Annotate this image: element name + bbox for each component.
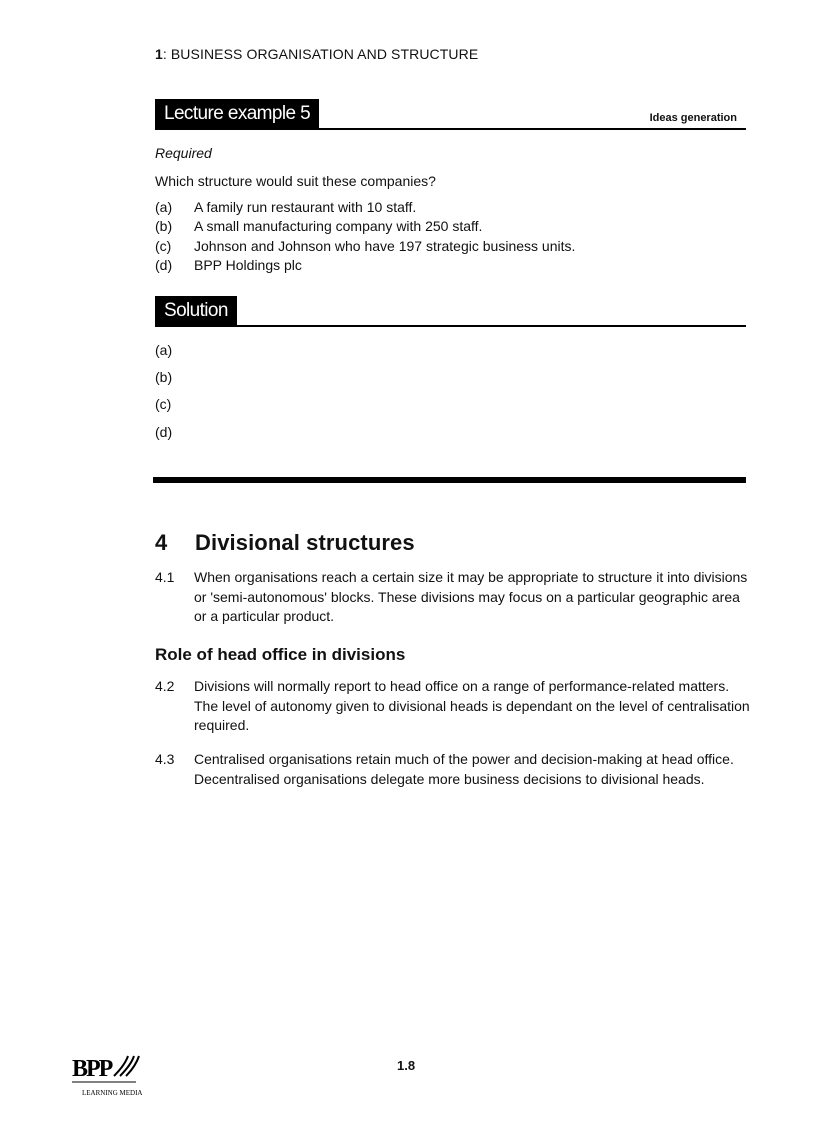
lecture-question: Which structure would suit these companies? [155, 173, 436, 189]
list-item-label: (b) [155, 218, 173, 234]
list-item-text: A small manufacturing company with 250 staff. [194, 218, 483, 234]
solution-item: (b) [155, 369, 173, 385]
paragraph [155, 750, 755, 790]
list-item-text: BPP Holdings plc [194, 257, 302, 273]
solution-item: (c) [155, 396, 172, 412]
paragraph-number: 4.3 [155, 751, 175, 767]
lecture-tag: Ideas generation [649, 112, 737, 124]
lecture-example-title: Lecture example 5 [155, 99, 319, 129]
paragraph-text: Centralised organisations retain much of the power and decision-making at head office. Decentralised organisations delegate more business decisions to divisional heads. [194, 751, 734, 787]
svg-text:BPP: BPP [72, 1056, 112, 1082]
list-item-text: Johnson and Johnson who have 197 strategic business units. [194, 238, 576, 254]
paragraph [155, 677, 755, 737]
lecture-rule [155, 128, 746, 130]
paragraph-number: 4.2 [155, 678, 175, 694]
solution-rule [155, 325, 746, 327]
solution-item: (a) [155, 342, 173, 358]
page-number: 1.8 [397, 1058, 416, 1073]
section-number: 4 [155, 530, 168, 555]
paragraph-text: When organisations reach a certain size it may be appropriate to structure it into divisions or 'semi-autonomous' blocks. These divisions may focus on a particular geographic area or a particular product. [194, 569, 748, 624]
bpp-logo [70, 1052, 142, 1103]
list-item-label: (d) [155, 257, 173, 273]
paragraph-text: Divisions will normally report to head office on a range of performance-related matters. The level of autonomy given to divisional heads is dependant on the level of centralisation required. [194, 678, 750, 733]
chapter-title: : BUSINESS ORGANISATION AND STRUCTURE [162, 46, 479, 62]
svg-text:LEARNING MEDIA: LEARNING MEDIA [82, 1089, 142, 1097]
list-item-text: A family run restaurant with 10 staff. [194, 199, 417, 215]
bpp-logo-icon [70, 1052, 142, 1098]
list-item-label: (a) [155, 199, 173, 215]
running-header [155, 46, 478, 62]
paragraph-number: 4.1 [155, 569, 175, 585]
solution-title: Solution [155, 296, 237, 326]
section-title: Divisional structures [195, 530, 415, 555]
chapter-number: 1 [155, 46, 163, 62]
subheading: Role of head office in divisions [155, 645, 406, 664]
section-end-rule [153, 477, 746, 483]
list-item-label: (c) [155, 238, 172, 254]
required-label: Required [155, 145, 212, 161]
solution-item: (d) [155, 424, 173, 440]
paragraph [155, 568, 755, 628]
